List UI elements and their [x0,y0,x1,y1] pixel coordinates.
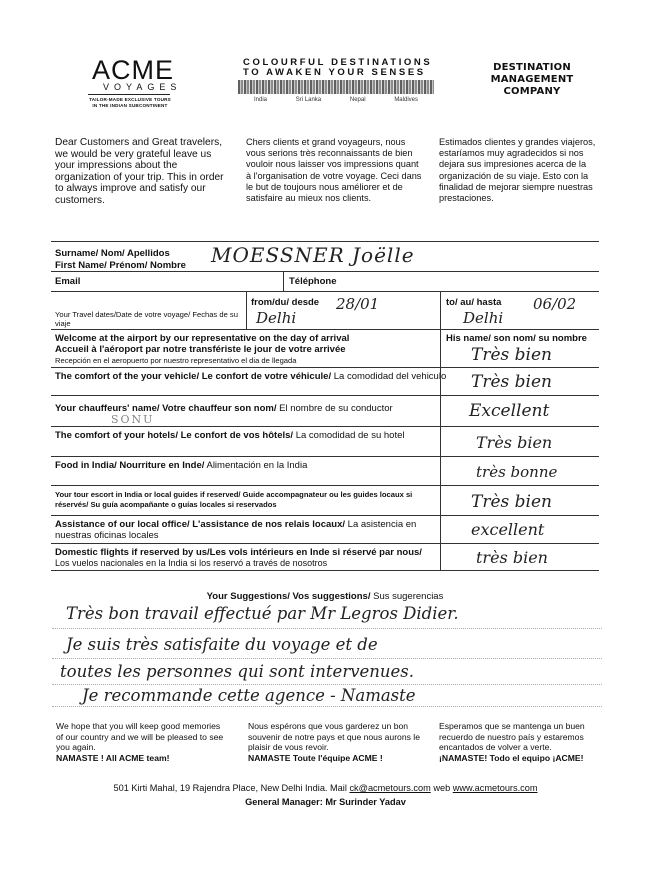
chauffeur-divider [440,396,441,426]
office-divider [440,516,441,543]
flights-rating-field[interactable]: très bien [476,548,548,567]
dmc-line-1: DESTINATION [493,62,571,73]
office-rating-field[interactable]: excellent [471,520,545,539]
name-field[interactable]: MOESSNER Joëlle [211,243,415,267]
intro-french: Chers clients et grand voyageurs, nous vous serions très reconnaissants de bien vouloir nous laisser vos impressions quant à l'organisation de votre voyage. Ceci dans le but de toujours nous améliorer et de satisfaire au mieux nos clients. [246,137,422,204]
office-row [51,516,599,544]
firstname-label: First Name/ Prénom/ Nombre [55,260,186,271]
food-rating-field[interactable]: très bonne [476,463,558,481]
telephone-label: Téléphone [289,276,337,287]
email-label: Email [55,276,81,287]
slogan-line-2: TO AWAKEN YOUR SENSES [243,67,426,78]
contact-divider [283,272,284,291]
logo-divider [88,94,170,95]
food-divider [440,457,441,485]
hotels-rating-field[interactable]: Très bien [476,433,553,452]
footer-french [248,721,423,763]
suggestion-line-4[interactable]: Je recommande cette agence - Namaste [82,686,416,705]
name-row [51,241,599,272]
vehicle-rating-field[interactable]: Très bien [471,372,552,392]
welcome-row [51,330,599,368]
escort-label-2: réservés/ Su guía acompañante o guías locales si reservados [55,500,277,509]
his-name-label: His name/ son nom/ su nombre [446,333,587,344]
welcome-label-2: Accueil à l'aéroport par notre transfériste le jour de votre arrivée [55,344,346,355]
food-label: Food in India/ Nourriture en Inde/ Alimentación en la India [55,460,308,471]
footer-spanish-namaste: ¡NAMASTE! Todo el equipo ¡ACME! [439,752,584,763]
email-link[interactable]: ck@acmetours.com [349,783,431,793]
feedback-form [51,241,599,602]
escort-divider [440,486,441,515]
escort-row [51,486,599,516]
flights-label-2: Los vuelos nacionales en la India si los reservó a través de nosotros [55,558,328,568]
dates-divider-2 [440,292,441,329]
to-place-field[interactable]: Delhi [463,309,504,327]
escort-rating-field[interactable]: Très bien [471,492,552,512]
welcome-label-1: Welcome at the airport by our representative on the day of arrival [55,333,350,344]
footer-french-namaste: NAMASTE Toute l'équipe ACME ! [248,752,383,763]
welcome-divider [440,330,441,367]
chauffeur-name-field[interactable]: SONU [111,413,155,426]
logo-tagline: TAILOR-MADE EXCLUSIVE TOURS IN THE INDIAN SUBCONTINENT [89,97,171,108]
footer-english [56,721,226,763]
dmc-line-2: MANAGEMENT [490,74,574,85]
chauffeur-label: Your chauffeurs' name/ Votre chauffeur son nom/ El nombre de su conductor [55,403,393,414]
chauffeur-rating-field[interactable]: Excellent [469,401,550,421]
vehicle-label: The comfort of the your vehicle/ Le confort de votre véhicule/ La comodidad del vehiculo [55,371,447,382]
from-place-field[interactable]: Delhi [256,309,297,327]
website-link[interactable]: www.acmetours.com [452,783,538,793]
travel-dates-row [51,292,599,330]
travel-dates-label: Your Travel dates/Date de votre voyage/ Fechas de su viaje [55,310,238,328]
footer-spanish [439,721,619,763]
hotels-row [51,427,599,457]
suggestion-rule-4 [52,706,602,707]
flights-label-1: Domestic flights if reserved by us/Les vols intérieurs en Inde si réservé par nous/ [55,547,422,558]
suggestion-line-2[interactable]: Je suis très satisfaite du voyage et de [66,635,378,654]
intro-spanish: Estimados clientes y grandes viajeros, estaríamos muy agradecidos si nos dejara sus impresiones acerca de la organización de su viaje. Esto con la finalidad de mejorar siempre nuestras prestaciones. [439,137,596,204]
hotels-label: The comfort of your hotels/ Le confort de vos hôtels/ La comodidad de su hotel [55,430,405,441]
flights-divider [440,544,441,570]
footer-spanish-text: Esperamos que se mantenga un buen recuerdo de nuestro país y estaremos encantados de volver a verte. [439,721,585,753]
country-india: India [254,97,268,103]
destination-photo-strip [238,80,434,94]
food-row [51,457,599,486]
general-manager: General Manager: Mr Surinder Yadav [245,797,406,807]
country-list [238,97,434,103]
office-label: Assistance of our local office/ L'assistance de nos relais locaux/ La asistencia en nuestras oficinas locales [55,519,417,541]
dmc-label [482,62,582,98]
to-label: to/ au/ hasta [446,297,502,308]
suggestion-line-3[interactable]: toutes les personnes qui sont intervenues. [60,662,415,681]
dmc-line-3: COMPANY [503,86,561,97]
suggestions-title: Your Suggestions/ Vos suggestions/ Sus sugerencias [206,591,444,602]
intro-english: Dear Customers and Great travelers, we would be very grateful leave us your impressions about the organization of your trip. This in order to always improve and satisfy our customers. [55,137,224,206]
country-nepal: Nepal [349,97,366,103]
company-logo: ACME [92,55,175,85]
vehicle-divider [440,368,441,395]
welcome-label-3: Recepción en el aeropuerto por nuestro representativo el dia de llegada [55,356,297,365]
country-maldives: Maldives [394,97,418,103]
suggestion-rule-1 [52,628,602,629]
company-address: 501 Kirti Mahal, 19 Rajendra Place, New Delhi India. Mail ck@acmetours.com web www.acmetours.com [113,783,538,793]
surname-label: Surname/ Nom/ Apellidos [55,248,170,259]
escort-label-1: Your tour escort in India or local guides if reserved/ Guide accompagnateur ou les guides locaux si [55,490,413,499]
suggestion-line-1[interactable]: Très bon travail effectué par Mr Legros Didier. [66,604,459,623]
dates-divider-1 [246,292,247,329]
chauffeur-row [51,396,599,427]
suggestion-rule-3 [52,684,602,685]
welcome-rating-field[interactable]: Très bien [471,345,552,365]
footer-english-namaste: NAMASTE ! All ACME team! [56,752,170,763]
footer-french-text: Nous espérons que vous garderez un bon souvenir de notre pays et que nous aurons le plaisir de vous revoir. [248,721,420,753]
contact-row [51,272,599,292]
vehicle-row [51,368,599,396]
slogan-line-1: COLOURFUL DESTINATIONS [243,57,433,68]
logo-subtitle: VOYAGES [103,82,182,92]
from-label: from/du/ desde [251,297,320,308]
to-date-field[interactable]: 06/02 [533,295,577,313]
flights-row [51,544,599,571]
from-date-field[interactable]: 28/01 [336,295,380,313]
footer-english-text: We hope that you will keep good memories of our country and we will be pleased to see you again. [56,721,224,753]
country-sri-lanka: Sri Lanka [295,97,322,103]
hotels-divider [440,427,441,456]
suggestion-rule-2 [52,658,602,659]
